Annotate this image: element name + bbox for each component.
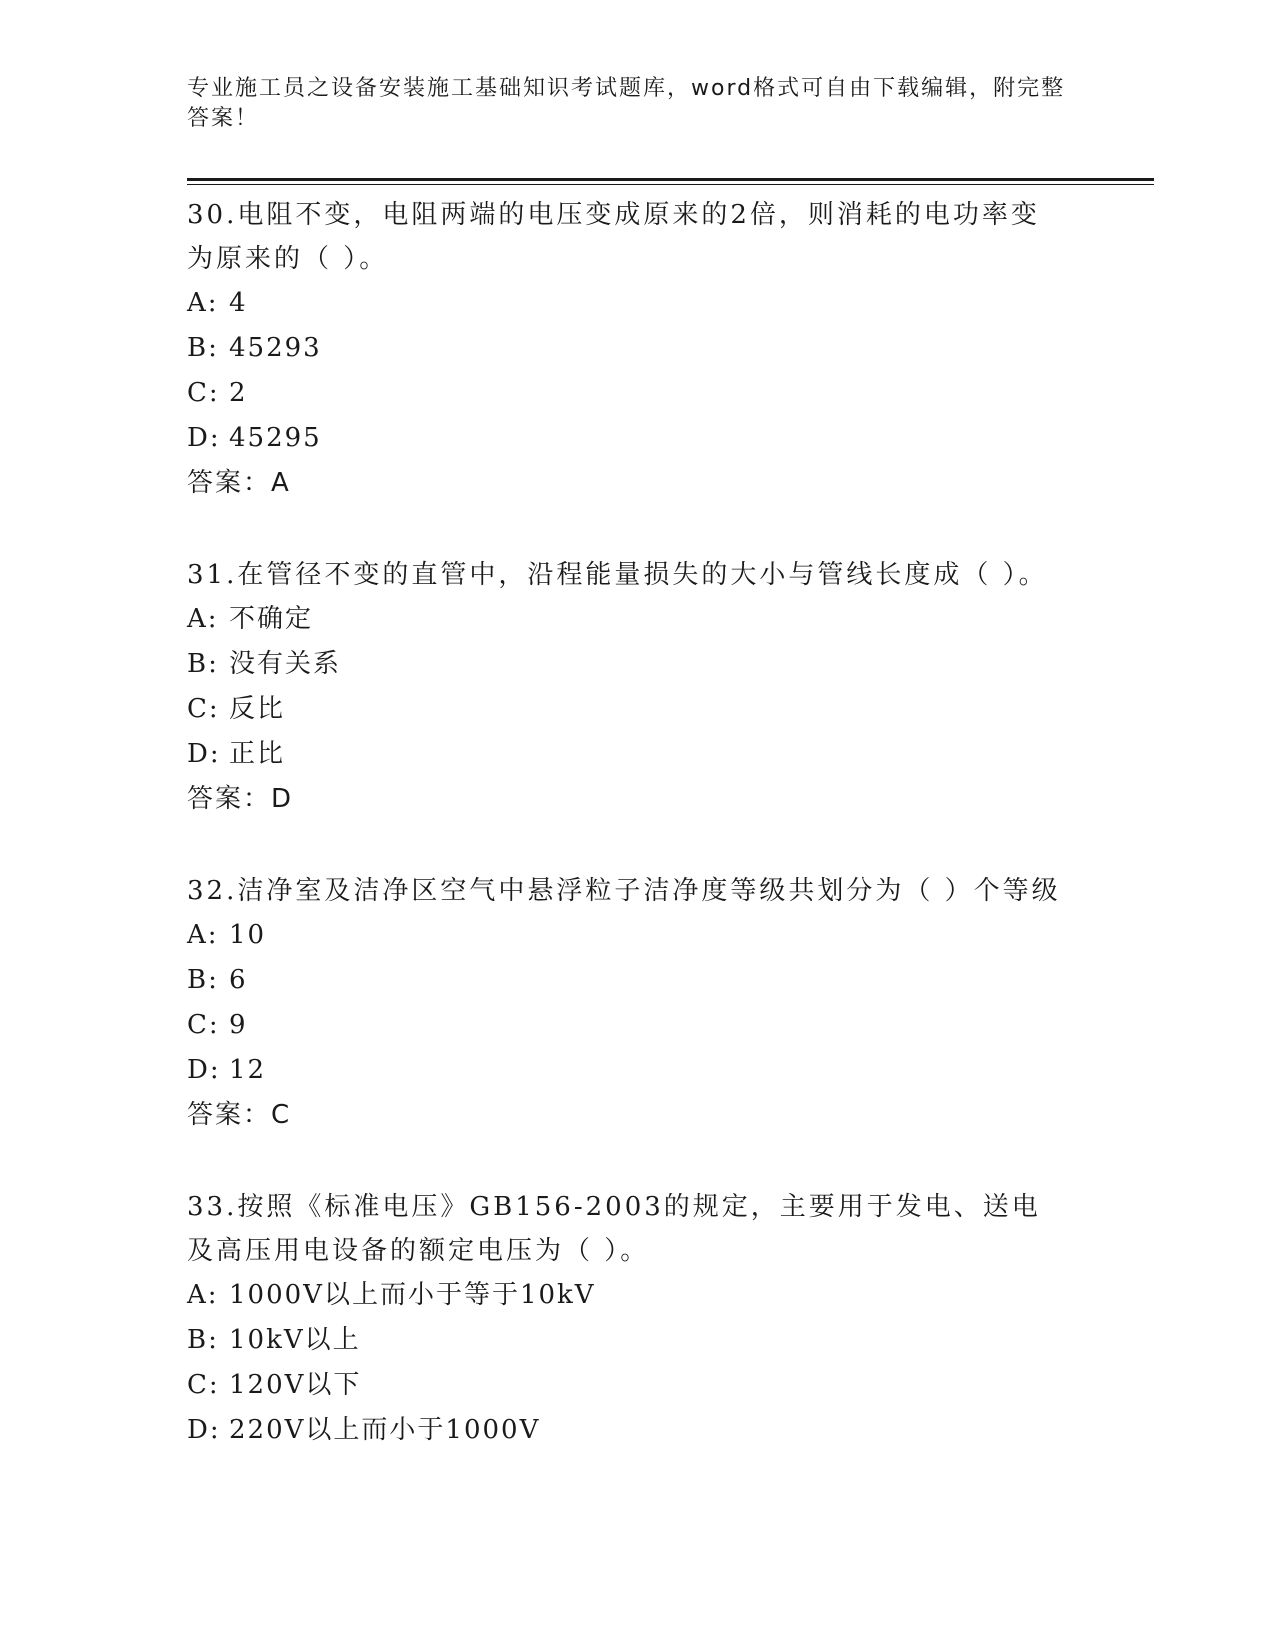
option-key: C: [187, 694, 220, 724]
question-30 [187, 193, 1087, 505]
option-key: D: [187, 1055, 221, 1085]
question-31 [187, 553, 1087, 821]
option-key: D: [187, 1415, 221, 1445]
question-33 [187, 1185, 1087, 1453]
option-key: C: [187, 1010, 220, 1040]
option-c [187, 371, 1087, 416]
option-key: A: [187, 288, 219, 318]
header-divider-thin [187, 184, 1154, 185]
option-text: 6 [229, 965, 248, 995]
option-d [187, 1048, 1087, 1093]
option-key: A: [187, 1280, 219, 1310]
answer-label: 答案：A [187, 468, 291, 498]
option-key: B: [187, 965, 219, 995]
option-key: B: [187, 649, 219, 679]
option-text: 45295 [229, 423, 322, 453]
option-text: 12 [229, 1055, 267, 1085]
question-stem: 33.按照《标准电压》GB156-2003的规定，主要用于发电、送电及高压用电设备的额定电压为（ ）。 [187, 1192, 1041, 1266]
option-d [187, 1408, 1087, 1453]
option-key: A: [187, 604, 219, 634]
option-a [187, 1273, 1087, 1318]
option-text: 120V以下 [229, 1370, 362, 1400]
option-key: D: [187, 739, 221, 769]
option-b [187, 326, 1087, 371]
question-32 [187, 869, 1087, 1137]
option-key: C: [187, 1370, 220, 1400]
question-stem: 31.在管径不变的直管中，沿程能量损失的大小与管线长度成（ ）。 [187, 560, 1048, 590]
option-key: B: [187, 1325, 219, 1355]
option-d [187, 416, 1087, 461]
option-key: A: [187, 920, 219, 950]
option-text: 反比 [229, 694, 286, 724]
option-a [187, 597, 1087, 642]
option-text: 9 [229, 1010, 248, 1040]
option-text: 10 [229, 920, 267, 950]
option-text: 2 [229, 378, 248, 408]
header-divider-thick [187, 178, 1154, 181]
option-b [187, 1318, 1087, 1363]
answer-label: 答案：D [187, 784, 294, 814]
option-text: 10kV以上 [229, 1325, 361, 1355]
option-text: 正比 [229, 739, 286, 769]
option-c [187, 687, 1087, 732]
option-c [187, 1003, 1087, 1048]
question-list [187, 193, 1087, 1501]
document-header: 专业施工员之设备安装施工基础知识考试题库，word格式可自由下载编辑，附完整答案！ [187, 76, 1066, 131]
option-text: 不确定 [229, 604, 314, 634]
option-text: 4 [229, 288, 248, 318]
option-b [187, 642, 1087, 687]
option-a [187, 281, 1087, 326]
option-b [187, 958, 1087, 1003]
option-text: 没有关系 [229, 649, 342, 679]
question-stem: 30.电阻不变，电阻两端的电压变成原来的2倍，则消耗的电功率变为原来的（ ）。 [187, 200, 1040, 274]
answer-label: 答案：C [187, 1100, 292, 1130]
option-c [187, 1363, 1087, 1408]
option-d [187, 732, 1087, 777]
option-text: 1000V以上而小于等于10kV [229, 1280, 596, 1310]
option-key: C: [187, 378, 220, 408]
option-a [187, 913, 1087, 958]
option-key: D: [187, 423, 221, 453]
option-text: 220V以上而小于1000V [229, 1415, 541, 1445]
question-stem: 32.洁净室及洁净区空气中悬浮粒子洁净度等级共划分为（ ）个等级 [187, 876, 1061, 906]
option-text: 45293 [229, 333, 322, 363]
option-key: B: [187, 333, 219, 363]
